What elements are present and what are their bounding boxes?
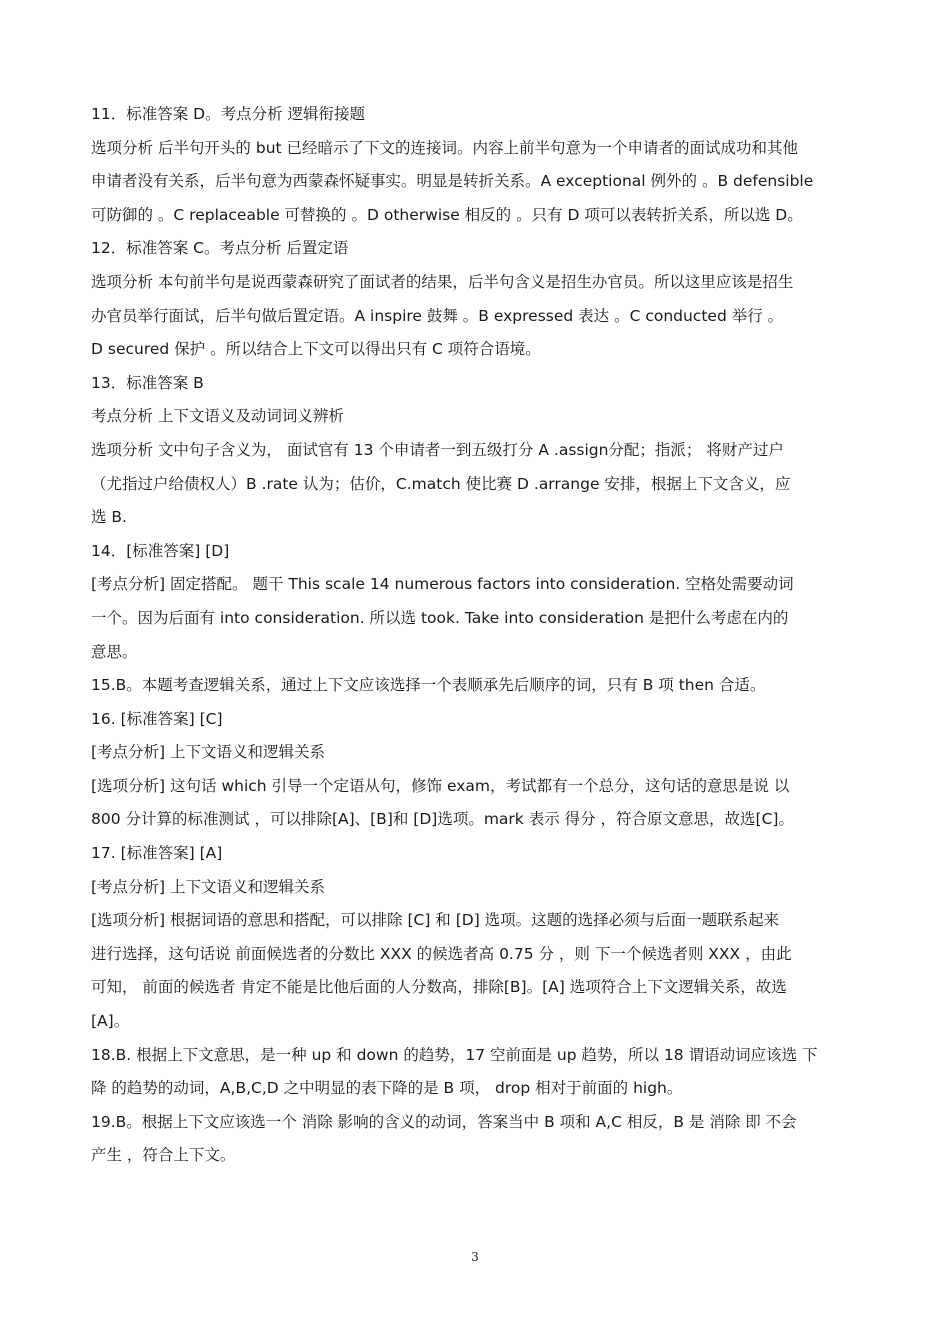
text-line: 19.B。根据上下文应该选一个 消除 影响的含义的动词，答案当中 B 项和 A,C 相反，B 是 消除 即 不会 [91,1112,797,1131]
text-line: 选项分析 文中句子含义为， 面试官有 13 个申请者一到五级打分 A .assign分配；指派； 将财产过户 [91,440,784,459]
text-line: 18.B. 根据上下文意思，是一种 up 和 down 的趋势，17 空前面是 up 趋势，所以 18 谓语动词应该选 下 [91,1045,818,1064]
page-number: 3 [471,1250,479,1264]
text-line: （尤指过户给债权人）B .rate 认为；估价，C.match 使比赛 D .arrange 安排，根据上下文含义，应 [91,474,791,493]
text-line: 申请者没有关系，后半句意为西蒙森怀疑事实。明显是转折关系。A exceptional 例外的 。B defensible [91,172,814,191]
text-line: 17. [标准答案] [A] [91,844,223,863]
text-line: [考点分析] 上下文语义和逻辑关系 [91,743,326,762]
text-line: 办官员举行面试，后半句做后置定语。A inspire 鼓舞 。B expressed 表达 。C conducted 举行 。 [91,306,784,325]
text-line: 14．[标准答案] [D] [91,541,230,560]
text-line: 11．标准答案 D。考点分析 逻辑衔接题 [91,105,366,123]
text-line: 进行选择，这句话说 前面候选者的分数比 XXX 的候选者高 0.75 分 ，则 下一个候选者则 XXX ，由此 [91,944,792,963]
text-line: 意思。 [91,642,138,661]
text-line: 16. [标准答案] [C] [91,709,223,728]
text-line: [选项分析] 这句话 which 引导一个定语从句，修饰 exam，考试都有一个总分，这句话的意思是说 以 [91,776,790,795]
text-line: 12．标准答案 C。考点分析 后置定语 [91,239,349,258]
text-line: 一个。因为后面有 into consideration. 所以选 took. Take into consideration 是把什么考虑在内的 [91,608,789,627]
text-line: [考点分析] 固定搭配。 题干 This scale 14 numerous factors into consideration. 空格处需要动词 [91,575,794,594]
text-line: 15.B。本题考查逻辑关系，通过上下文应该选择一个表顺承先后顺序的词，只有 B 项 then 合适。 [91,676,766,695]
text-line: 降 的趋势的动词，A,B,C,D 之中明显的表下降的是 B 项， drop 相对于前面的 high。 [91,1079,683,1098]
text-line: [考点分析] 上下文语义和逻辑关系 [91,877,326,896]
answer-explanations [91,98,863,1173]
text-line: 选项分析 本句前半句是说西蒙森研究了面试者的结果，后半句含义是招生办官员。所以这里应该是招生 [91,272,794,291]
text-line: 选项分析 后半句开头的 but 已经暗示了下文的连接词。内容上前半句意为一个申请者的面试成功和其他 [91,138,799,157]
text-line: D secured 保护 。所以结合上下文可以得出只有 C 项符合语境。 [91,340,541,359]
text-line: 可防御的 。C replaceable 可替换的 。D otherwise 相反的 。只有 D 项可以表转折关系，所以选 D。 [91,205,803,224]
text-line: [选项分析] 根据词语的意思和搭配，可以排除 [C] 和 [D] 选项。这题的选择必须与后面一题联系起来 [91,911,780,930]
text-line: [A]。 [91,1012,130,1031]
text-line: 考点分析 上下文语义及动词词义辨析 [91,407,344,426]
text-line: 选 B. [91,508,127,527]
text-line: 800 分计算的标准测试 ，可以排除[A]、[B]和 [D]选项。mark 表示 得分 ，符合原文意思，故选[C]。 [91,810,794,829]
text-line: 13．标准答案 B [91,373,204,392]
text-line: 可知， 前面的候选者 肯定不能是比他后面的人分数高，排除[B]。[A] 选项符合上下文逻辑关系，故选 [91,978,787,997]
text-line: 产生 ，符合上下文。 [91,1146,236,1165]
